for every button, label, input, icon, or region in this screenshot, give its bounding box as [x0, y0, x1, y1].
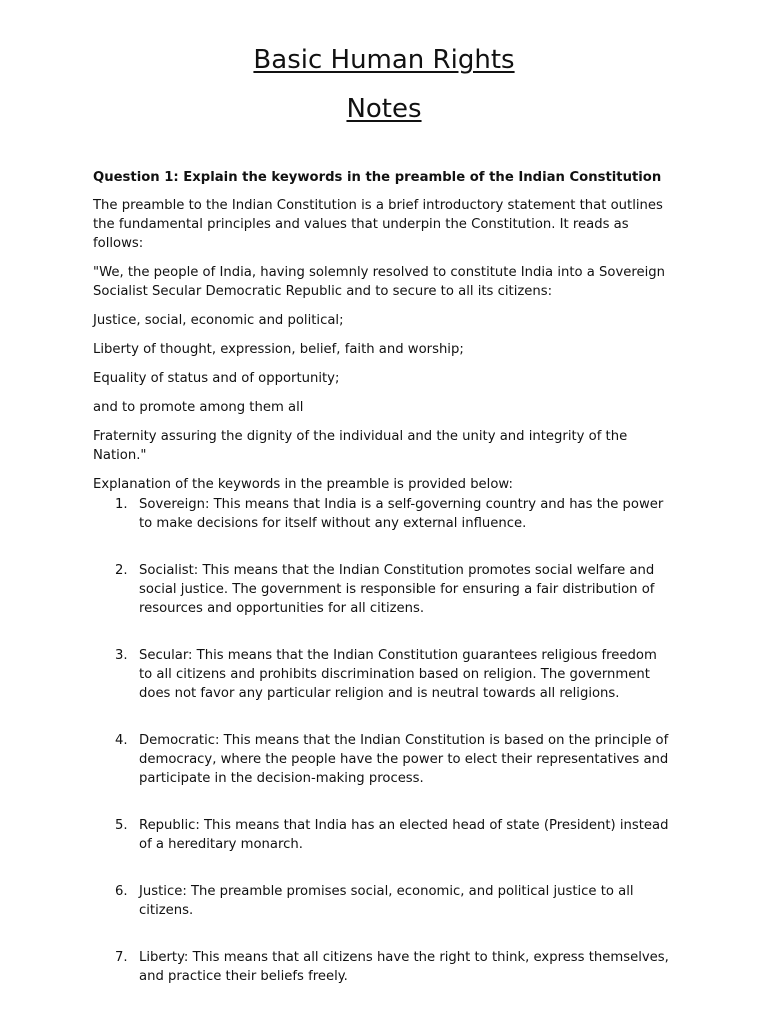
paragraph-promote: and to promote among them all [93, 400, 304, 415]
question-heading: Question 1: Explain the keywords in the preamble of the Indian Constitution [93, 170, 662, 185]
paragraph-equality: Equality of status and of opportunity; [93, 371, 340, 386]
list-item [93, 646, 673, 703]
list-number: 3. [115, 648, 128, 663]
paragraph-intro: The preamble to the Indian Constitution is a brief introductory statement that outlines the fundamental principles and values that underpin the Constitution. It reads as follows: [93, 198, 663, 251]
list-item [93, 816, 673, 854]
list-text: Democratic: This means that the Indian Constitution is based on the principle of democracy, where the people have the power to elect their representatives and participate in the decision-making process. [139, 733, 669, 786]
list-text: Justice: The preamble promises social, economic, and political justice to all citizens. [139, 884, 634, 918]
paragraph-liberty: Liberty of thought, expression, belief, faith and worship; [93, 342, 464, 357]
list-text: Socialist: This means that the Indian Constitution promotes social welfare and social justice. The government is responsible for ensuring a fair distribution of resources and opportunities for all citizens. [139, 563, 655, 616]
list-text: Sovereign: This means that India is a self-governing country and has the power to make decisions for itself without any external influence. [139, 497, 664, 531]
list-number: 7. [115, 950, 128, 965]
paragraph-fraternity: Fraternity assuring the dignity of the individual and the unity and integrity of the Nation." [93, 429, 628, 463]
list-item [93, 948, 673, 986]
paragraph-explanation-intro: Explanation of the keywords in the preamble is provided below: [93, 477, 513, 492]
document-subtitle: Notes [346, 94, 422, 124]
document-body [93, 168, 673, 504]
list-text: Secular: This means that the Indian Constitution guarantees religious freedom to all citizens and prohibits discrimination based on religion. The government does not favor any particular religion and is neutral towards all religions. [139, 648, 657, 701]
list-number: 5. [115, 818, 128, 833]
paragraph-justice: Justice, social, economic and political; [93, 313, 344, 328]
document-title: Basic Human Rights [253, 45, 515, 75]
list-item [93, 495, 673, 533]
list-text: Republic: This means that India has an elected head of state (President) instead of a hereditary monarch. [139, 818, 669, 852]
list-item [93, 882, 673, 920]
list-number: 1. [115, 497, 128, 512]
list-text: Liberty: This means that all citizens have the right to think, express themselves, and practice their beliefs freely. [139, 950, 669, 984]
list-number: 4. [115, 733, 128, 748]
keywords-list [93, 495, 673, 1014]
paragraph-preamble-quote: "We, the people of India, having solemnly resolved to constitute India into a Sovereign Socialist Secular Democratic Republic and to secure to all its citizens: [93, 265, 666, 299]
list-number: 6. [115, 884, 128, 899]
list-item [93, 561, 673, 618]
list-item [93, 731, 673, 788]
list-number: 2. [115, 563, 128, 578]
